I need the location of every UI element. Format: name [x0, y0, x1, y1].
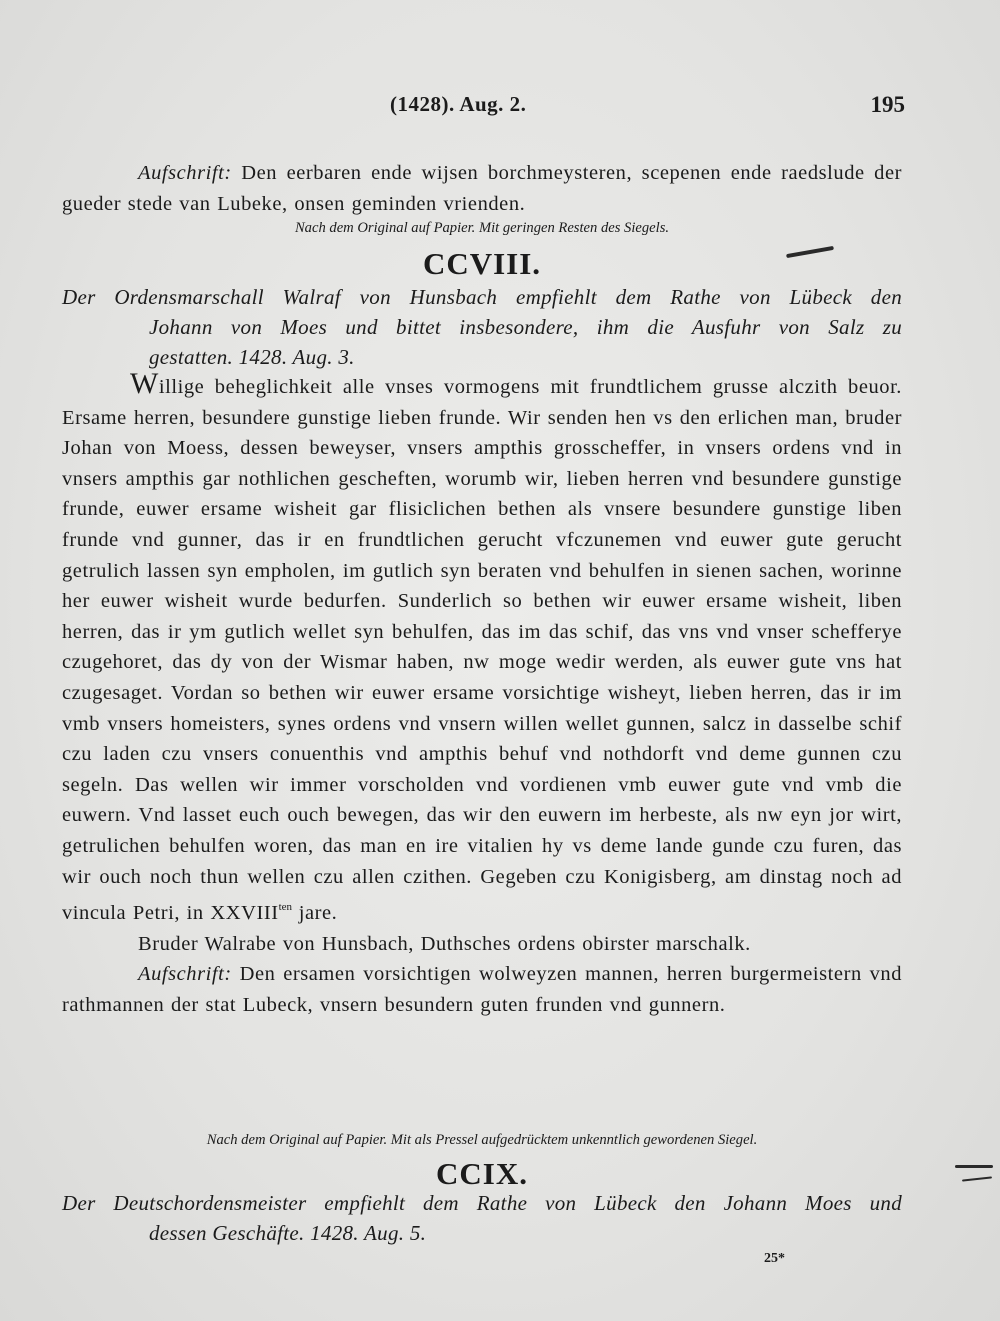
doc208-body-end: jare.	[292, 902, 338, 925]
doc208-regest	[62, 282, 902, 372]
doc208-aufschrift-label: Aufschrift:	[138, 963, 232, 986]
doc209-regest-line2: dessen Geschäfte. 1428. Aug. 5.	[149, 1221, 427, 1245]
doc208-number: CCVIII.	[422, 246, 542, 281]
page-number: 195	[870, 92, 905, 117]
aufschrift-text: Den eerbaren ende wijsen borchmeysteren, scepenen ende raedslude der gueder stede van Lubeke, onsen geminden vrienden.	[62, 162, 902, 215]
doc208-regest-line3: gestatten. 1428. Aug. 3.	[149, 345, 355, 369]
signature-mark: 25*	[764, 1251, 785, 1266]
doc208-body-sup: ten	[278, 901, 293, 914]
doc208-regest-line2: Johann von Moes und bittet insbesondere, ihm die Ausfuhr von Salz zu	[149, 315, 902, 339]
doc209-regest	[62, 1188, 902, 1248]
doc208-aufschrift-text: Den ersamen vorsichtigen wolweyzen mannen, herren burgermeistern vnd rathmannen der stat Lubeck, vnsern besundern guten frunden vnd gunnern.	[62, 963, 902, 1016]
doc208-source-note: Nach dem Original auf Papier. Mit als Pressel aufgedrücktem unkenntlich gewordenen Siegel.	[206, 1132, 758, 1148]
doc208-dropcap: W	[130, 367, 159, 400]
doc207-aufschrift	[62, 158, 902, 219]
running-header-date: (1428). Aug. 2.	[390, 92, 527, 116]
doc209-number: CCIX.	[436, 1156, 528, 1191]
doc209-regest-line1: Der Deutschordensmeister empfiehlt dem Rathe von Lübeck den Johann Moes und	[62, 1191, 902, 1215]
doc208-body-main: illige beheglichkeit alle vnses vormogens mit frundtlichem grusse alczith beuor. Ersame herren, besundere gunstige lieben frunde. Wir senden hen vs den erlichen man, bruder Johan von Moess, dessen beweyser, vnsers ampthis grosscheffer, in vnsers ordens vnd in vnsers ampthis gar nothlichen gescheften, worumb wir, lieben herren vnd besundere gunstige frunde, euwer ersame wisheit gar flisiclichen bethen als vnsere besundere gunstige liben frunde vnd gunner, das ir en frundtlichen gerucht vfczunemen vnd euwer gute gerucht getrulich lassen syn empholen, im gutlich syn beraten vnd behulfen in sienen sachen, worinne her euwer wisheit wurde bedurfen. Sunderlich so bethen wir euwer ersame wisheit, liben herren, das ir ym gutlich wellet syn behulfen, das im das schif, das vns vnd vnser schefferye czugehoret, das dy von der Wismar haben, nw moge wedir werden, als euwer gute vns hat czugesaget. Vordan so bethen wir euwer ersame vorsichtige wisheyt, lieben herren, das ir im vmb vnsers homeisters, synes ordens vnd vnsern willen wellet gunnen, salcz in dasselbe schif czu laden czu vnsers conuenthis vnd ampthis behuf vnd nothdorft vnd deme gunnen czu segeln. Das wellen wir immer vorscholden vnd vordienen vmb euwer gute vnd vmb die euwern. Vnd lasset euch ouch bewegen, das wir den euwern im herbeste, als nw eyn jor wirt, getrulichen behulfen woren, das man en ire vitalien hy vs deme lande gunde czu furen, das wir ouch noch thun wellen czu allen czithen. Gegeben czu Konigisberg, am dinstag noch ad vincula Petri, in XXVIII	[62, 376, 902, 925]
stray-mark-dash-right-2	[962, 1176, 992, 1181]
doc207-source-note: Nach dem Original auf Papier. Mit geringen Resten des Siegels.	[294, 220, 670, 236]
stray-mark-dash-right	[955, 1165, 993, 1168]
doc208-signature: Bruder Walrabe von Hunsbach, Duthsches ordens obirster marschalk.	[138, 932, 751, 955]
aufschrift-label: Aufschrift:	[138, 162, 232, 184]
doc208-regest-line1: Der Ordensmarschall Walraf von Hunsbach empfiehlt dem Rathe von Lübeck den	[62, 285, 902, 309]
doc208-body	[62, 367, 902, 1020]
